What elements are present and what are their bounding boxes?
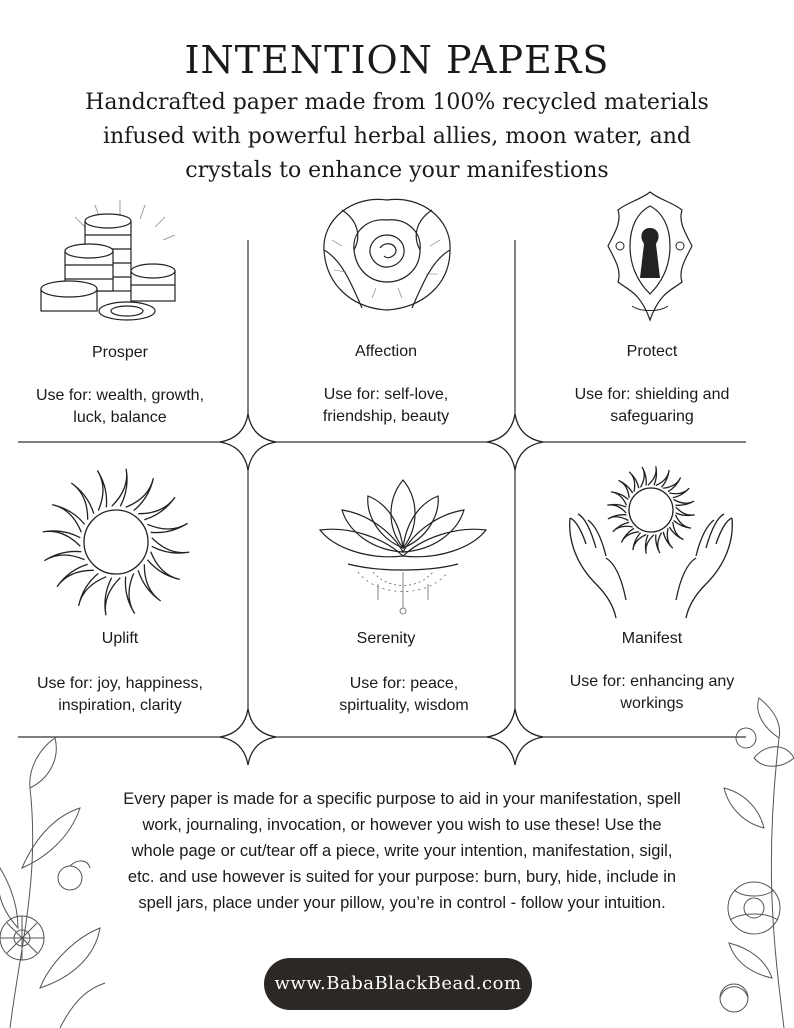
cell-name-serenity: Serenity: [356, 630, 416, 647]
cell-use-line: friendship, beauty: [322, 408, 450, 425]
cell-use-affection: [266, 384, 506, 428]
sun-ray: [676, 507, 695, 516]
cell-name-prosper: Prosper: [91, 344, 149, 361]
sun-icon: [36, 466, 196, 616]
sun-ray: [125, 573, 134, 613]
sun-ray: [607, 504, 626, 513]
cell-use-line: Use for: peace,: [349, 675, 459, 692]
description-line: whole page or cut/tear off a piece, write your intention, manifestation, sigil,: [131, 842, 673, 860]
sun-ray: [608, 515, 628, 521]
description-paragraph: [90, 786, 714, 916]
sun-ray: [674, 500, 694, 506]
description-line: spell jars, place under your pillow, you’re in control - follow your intuition.: [138, 894, 666, 912]
sun-ray: [152, 538, 190, 553]
cell-use-line: safeguaring: [610, 408, 694, 425]
cell-use-line: Use for: enhancing any: [569, 673, 735, 690]
sun-ray: [126, 478, 154, 510]
cell-use-line: Use for: wealth, growth,: [35, 387, 205, 404]
description-line: Every paper is made for a specific purpose to aid in your manifestation, spell: [123, 790, 681, 808]
lotus-icon: [318, 468, 488, 618]
star-ornament-icon: [220, 709, 276, 765]
sun-ray: [648, 466, 657, 485]
sun-ray: [656, 533, 662, 553]
sun-ray: [147, 552, 179, 580]
sun-ray: [645, 535, 654, 554]
sun-ray: [613, 522, 633, 532]
page-title: INTENTION PAPERS: [184, 38, 610, 82]
cell-use-line: spirtuality, wisdom: [339, 697, 469, 714]
cell-name-manifest: Manifest: [621, 630, 683, 647]
coins-icon: [35, 195, 205, 325]
description-line: work, journaling, invocation, or however you wish to use these! Use the: [142, 816, 662, 834]
cell-use-line: inspiration, clarity: [58, 697, 182, 714]
cell-use-line: Use for: shielding and: [574, 386, 730, 403]
sun-ray: [112, 469, 127, 507]
cell-use-manifest: [532, 671, 772, 715]
website-link[interactable]: www.BabaBlackBead.com: [264, 958, 532, 1010]
subtitle-line: crystals to enhance your manifestions: [185, 158, 609, 183]
sun-ray: [147, 523, 187, 532]
cell-name-uplift: Uplift: [101, 630, 139, 647]
sun-ray: [52, 505, 84, 533]
sun-ray: [633, 533, 646, 550]
sun-ray: [669, 488, 689, 498]
sun-ray: [43, 531, 81, 546]
sun-ray: [674, 515, 691, 528]
star-ornament-icon: [487, 709, 543, 765]
sun-ray: [641, 467, 647, 487]
rose-icon: [312, 190, 462, 320]
hands-sun-icon: [566, 460, 736, 620]
subtitle-line: Handcrafted paper made from 100% recycled materials: [85, 90, 709, 115]
sun-ray: [656, 470, 669, 487]
cell-use-line: luck, balance: [73, 409, 167, 426]
subtitle-line: infused with powerful herbal allies, moon water, and: [102, 124, 692, 149]
cell-use-line: Use for: joy, happiness,: [36, 675, 203, 692]
cell-use-line: workings: [620, 695, 684, 712]
keyhole-icon: [602, 186, 698, 326]
cell-use-line: Use for: self-love,: [323, 386, 449, 403]
sun-ray: [97, 470, 106, 510]
sun-ray: [44, 551, 84, 560]
sun-ray: [663, 528, 673, 548]
sun-ray: [79, 573, 107, 605]
cell-use-serenity: [284, 673, 524, 717]
sun-ray: [611, 492, 628, 505]
sun-ray: [105, 578, 120, 616]
sun-ray: [629, 472, 639, 492]
cell-use-prosper: [0, 385, 240, 429]
cell-use-protect: [532, 384, 772, 428]
cell-name-affection: Affection: [355, 343, 417, 360]
description-line: etc. and use however is suited for your purpose: burn, bury, hide, include in: [127, 868, 677, 886]
cell-name-protect: Protect: [626, 343, 678, 360]
cell-use-uplift: [0, 673, 240, 717]
